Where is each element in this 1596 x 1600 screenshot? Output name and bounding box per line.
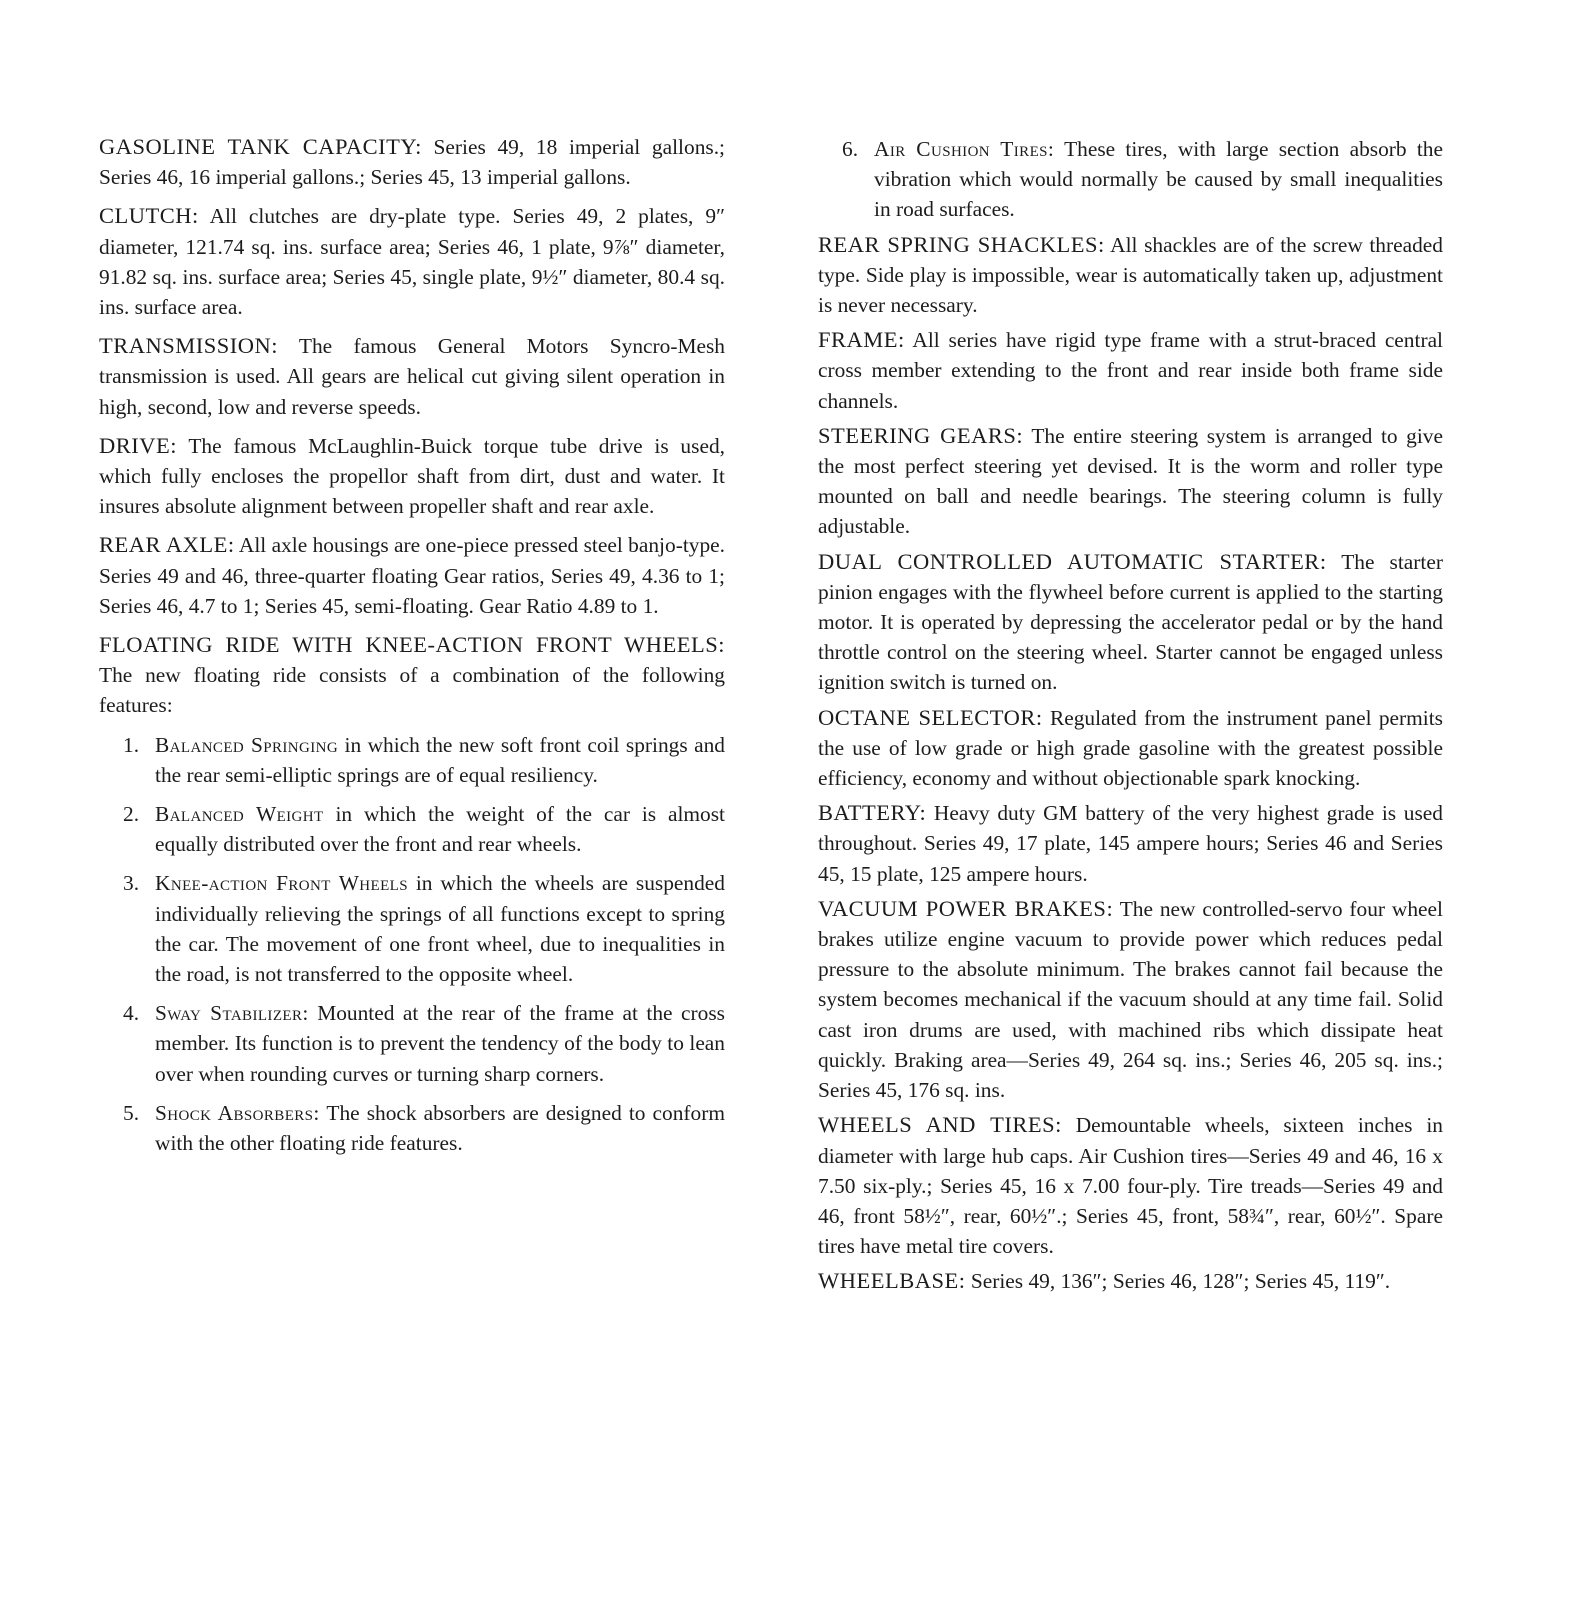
section-heading: STEERING GEARS: [818,422,1024,448]
floating-ride-paragraph [99,630,725,721]
section-heading: FRAME: [818,327,905,353]
item-text: in which the wheels are suspended individually relieving the springs of all functions except to spring the car. The movement of one front wheel, due to inequalities in the road, is not transferred to the opposite wheel. [155,871,725,987]
list-item [99,998,725,1089]
gasoline-tank-paragraph [99,132,725,192]
item-number: 5. [123,1100,140,1125]
section-text: All series have rigid type frame with a strut-braced central cross member extending to the front and rear inside both frame side channels. [818,328,1443,413]
wheelbase-paragraph [818,1266,1443,1296]
wheels-tires-paragraph [818,1110,1443,1261]
section-heading: FLOATING RIDE WITH KNEE-ACTION FRONT WHEELS: [99,632,725,658]
section-heading: VACUUM POWER BRAKES: [818,895,1114,921]
section-text: Demountable wheels, sixteen inches in diameter with large hub caps. Air Cushion tires—Series 49 and 46, 16 x 7.50 six-ply.; Series 45, 16 x 7.00 four-ply. Tire treads—Series 49 and 46, front 58½″, rear, 60½″.; Series 45, front, 58¾″, rear, 60½″. Spare tires have metal tire covers. [818,1113,1443,1259]
drive-paragraph [99,431,725,522]
section-text: Series 49, 136″; Series 46, 128″; Series 45, 119″. [965,1269,1391,1294]
item-title: Shock Absorbers: [155,1100,320,1125]
transmission-paragraph [99,331,725,422]
item-text: These tires, with large section absorb the vibration which would normally be caused by small inequalities in road surfaces. [874,137,1443,222]
list-item [99,799,725,859]
section-heading: BATTERY: [818,800,927,826]
item-title: Air Cushion Tires: [874,137,1055,161]
list-item [99,868,725,989]
feature-list-continued [818,134,1443,225]
section-text: The new floating ride consists of a combination of the following features: [99,663,725,718]
battery-paragraph [818,798,1443,889]
item-title: Balanced Springing [155,732,339,757]
feature-list [99,730,725,1159]
section-text: All shackles are of the screw threaded type. Side play is impossible, wear is automatically taken up, adjustment is never necessary. [818,232,1443,318]
steering-paragraph [818,421,1443,542]
list-item [818,134,1443,225]
section-heading: OCTANE SELECTOR: [818,704,1043,730]
section-text: The famous General Motors Syncro-Mesh transmission is used. All gears are helical cut giving silent operation in high, second, low and reverse speeds. [99,334,725,419]
section-text: Series 49, 18 imperial gallons.; Series 46, 16 imperial gallons.; Series 45, 13 imperial gallons. [99,135,726,190]
item-title: Sway Stabilizer: [155,1001,309,1026]
section-text: The famous McLaughlin-Buick torque tube drive is used, which fully encloses the propellor shaft from dirt, dust and water. It insures absolute alignment between propeller shaft and rear axle. [99,433,725,519]
section-text: Heavy duty GM battery of the very highest grade is used throughout. Series 49, 17 plate, 145 ampere hours; Series 46 and Series 45, 15 plate, 125 ampere hours. [818,801,1443,886]
item-text: Mounted at the rear of the frame at the cross member. Its function is to prevent the tendency of the body to lean over when rounding curves or turning sharp corners. [155,1001,725,1086]
item-title: Knee-action Front Wheels [155,871,408,896]
section-text: All axle housings are one-piece pressed steel banjo-type. Series 49 and 46, three-quarter floating Gear ratios, Series 49, 4.36 to 1; Series 46, 4.7 to 1; Series 45, semi-floating. Gear Ratio 4.89 to 1. [99,533,725,618]
clutch-paragraph [99,201,725,322]
section-heading: WHEELS AND TIRES: [818,1112,1062,1138]
brakes-paragraph [818,894,1443,1105]
starter-paragraph [818,547,1443,698]
right-column [818,134,1443,1302]
left-column [99,132,725,1167]
item-number: 6. [842,137,859,161]
item-number: 2. [123,802,140,827]
section-text: The entire steering system is arranged to give the most perfect steering yet devised. It is the worm and roller type mounted on ball and needle bearings. The steering column is fully adjustable. [818,423,1443,539]
frame-paragraph [818,325,1443,416]
section-text: Regulated from the instrument panel permits the use of low grade or high grade gasoline with the greatest possible efficiency, economy and without objectionable spark knocking. [818,705,1443,791]
section-heading: REAR SPRING SHACKLES: [818,231,1105,257]
section-text: All clutches are dry-plate type. Series 49, 2 plates, 9″ diameter, 121.74 sq. ins. surface area; Series 46, 1 plate, 9⅞″ diameter, 91.82 sq. ins. surface area; Series 45, single plate, 9½″ diameter, 80.4 sq. ins. surface area. [99,204,725,320]
section-heading: CLUTCH: [99,203,199,229]
octane-paragraph [818,703,1443,794]
item-text: in which the weight of the car is almost equally distributed over the front and rear wheels. [155,802,725,857]
section-text: The starter pinion engages with the flywheel before current is applied to the starting motor. It is operated by depressing the accelerator pedal or by the hand throttle control on the steering wheel. Starter cannot be engaged unless ignition switch is turned on. [818,549,1443,695]
rear-spring-paragraph [818,230,1443,321]
section-heading: REAR AXLE: [99,532,235,558]
section-heading: DRIVE: [99,432,177,458]
section-heading: WHEELBASE: [818,1268,966,1294]
rear-axle-paragraph [99,530,725,621]
item-text: The shock absorbers are designed to conform with the other floating ride features. [155,1100,725,1156]
item-number: 4. [123,1001,140,1026]
section-heading: TRANSMISSION: [99,333,279,359]
item-title: Balanced Weight [155,802,324,827]
item-number: 3. [123,871,140,896]
item-text: in which the new soft front coil springs and the rear semi-elliptic springs are of equal resiliency. [155,732,725,787]
section-heading: GASOLINE TANK CAPACITY: [99,134,422,159]
section-text: The new controlled-servo four wheel brakes utilize engine vacuum to provide power which reduces pedal pressure to the absolute minimum. The brakes cannot fail because the system becomes mechanical if the vacuum should at any time fail. Solid cast iron drums are used, with machined ribs which dissipate heat quickly. Braking area—Series 49, 264 sq. ins.; Series 46, 205 sq. ins.; Series 45, 176 sq. ins. [818,896,1443,1103]
list-item [99,730,725,790]
list-item [99,1098,725,1158]
section-heading: DUAL CONTROLLED AUTOMATIC STARTER: [818,548,1327,574]
item-number: 1. [123,732,140,757]
